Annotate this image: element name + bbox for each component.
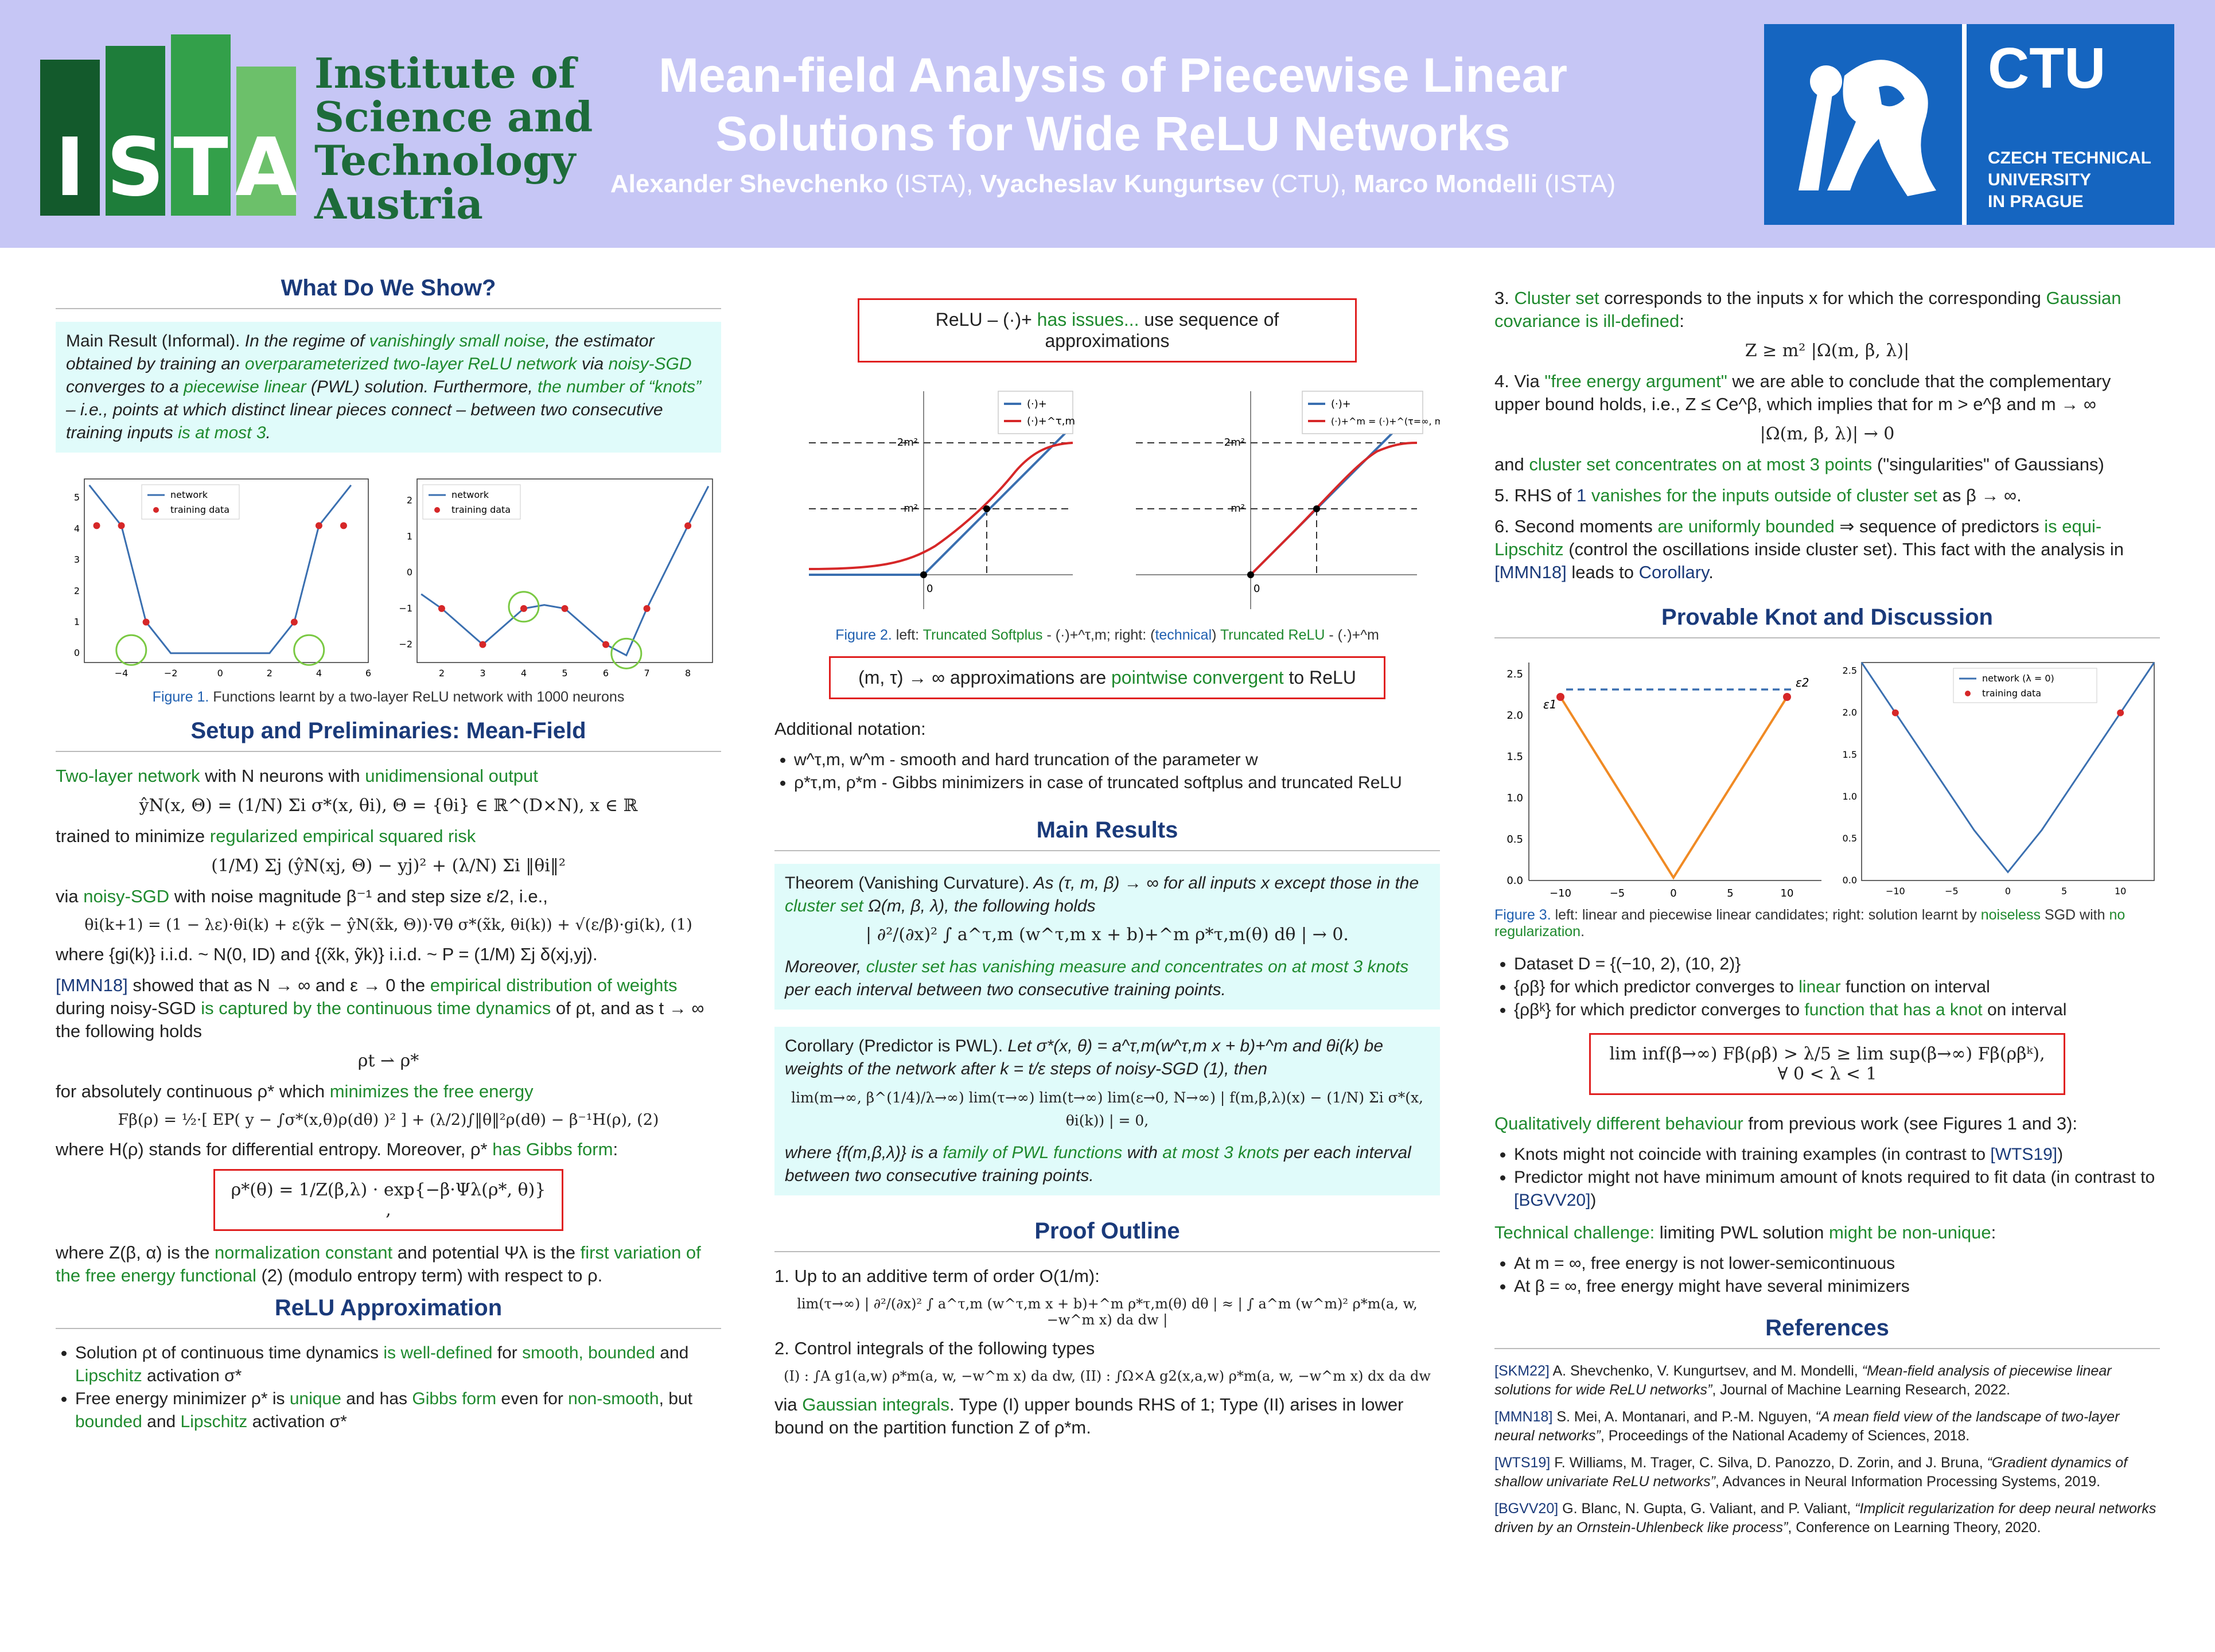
- figure-2-caption: Figure 2. left: Truncated Softplus - (·)+^τ,m; right: (technical) Truncated ReLU - (·)+^m: [835, 627, 1379, 643]
- data-point: [340, 522, 347, 529]
- figure-1-right-chart: [388, 467, 721, 685]
- data-point: [143, 618, 150, 625]
- legend-label: training data: [451, 504, 511, 515]
- section-main-results-title: Main Results: [774, 817, 1440, 851]
- x-tick-label: 7: [644, 668, 650, 679]
- ctu-acronym: CTU: [1988, 36, 2106, 100]
- data-point: [479, 641, 486, 648]
- y-tick-label: 0: [73, 647, 80, 659]
- svg-text:5: 5: [1727, 887, 1734, 899]
- theorem-equation: | ∂²/(∂x)² ∫ a^τ,m (w^τ,m x + b)+^m ρ*τ,m(θ) dθ | → 0.: [866, 925, 1349, 945]
- equation-network: ŷN(x, Θ) = (1/N) Σi σ*(x, θi), Θ = {θi} ∈ ℝ^(D×N), x ∈ ℝ: [139, 796, 638, 816]
- ctu-name: CZECH TECHNICAL UNIVERSITY IN PRAGUE: [1988, 149, 2151, 211]
- list-item: • w^τ,m, w^m - smooth and hard truncation of the parameter w: [794, 749, 1440, 772]
- reference-item: [BGVV20] G. Blanc, N. Gupta, G. Valiant, and P. Valiant, “Implicit regularization for deep neural networks driven by an Ornstein-Uhlenbeck like process”, Conference on Learning Theory, 2020.: [1494, 1501, 2156, 1536]
- svg-text:2m²: 2m²: [1224, 437, 1245, 449]
- list-item: • Knots might not coincide with training examples (in contrast to [WTS19]): [1514, 1143, 2160, 1166]
- data-point: [118, 522, 125, 529]
- poster-title: Mean-field Analysis of Piecewise Linear Solutions for Wide ReLU Networks: [658, 48, 1568, 161]
- legend-swatch-data: [1965, 691, 1971, 696]
- data-point: [644, 605, 651, 612]
- proof-step-5: 5. RHS of 1 vanishes for the inputs outside of cluster set as β → ∞.: [1494, 485, 2022, 505]
- svg-text:10: 10: [1780, 887, 1794, 899]
- proof-equation-1: lim(τ→∞) | ∂²/(∂x)² ∫ a^τ,m (w^τ,m x + b)+^m ρ*τ,m(θ) dθ | ≈ | ∫ a^m (w^m)² ρ*m(a, w, −w^m x) da dw |: [797, 1296, 1418, 1328]
- header: [0, 0, 2215, 248]
- setup-free-energy-text: for absolutely continuous ρ* which minimizes the free energy: [56, 1081, 534, 1101]
- figure-3: [1494, 651, 2160, 903]
- section-what-title: What Do We Show?: [56, 275, 721, 309]
- svg-text:m²: m²: [904, 502, 918, 515]
- x-tick-label: 2: [438, 668, 445, 679]
- list-item: • Solution ρt of continuous time dynamics is well-defined for smooth, bounded and Lipschitz activation σ*: [75, 1342, 721, 1388]
- svg-text:ε1: ε1: [1543, 698, 1557, 711]
- y-tick-label: 1.5: [1842, 749, 1857, 760]
- x-tick-label: −5: [1945, 886, 1959, 897]
- y-tick-label: 1: [73, 616, 80, 628]
- y-tick-label: 2: [406, 494, 412, 506]
- reference-item: [WTS19] F. Williams, M. Trager, C. Silva, D. Panozzo, D. Zorin, and J. Bruna, “Gradient dynamics of shallow univariate ReLU networks”, Advances in Neural Information Processing Systems, 2019.: [1494, 1455, 2128, 1490]
- y-tick-label: −2: [399, 638, 412, 650]
- proof-step-6: 6. Second moments are uniformly bounded ⇒ sequence of predictors is equi-Lipschitz (control the oscillations inside cluster set). This fact with the analysis in [MMN18] leads to Corollary.: [1494, 516, 2124, 582]
- knot-bullets: [1494, 953, 2160, 1022]
- convergence-box: (m, τ) → ∞ approximations are pointwise convergent to ReLU: [829, 656, 1385, 699]
- figure-2-left-panel: [809, 391, 1075, 609]
- data-point: [520, 605, 527, 612]
- svg-text:(·)+^m = (·)+^(τ=∞, m): (·)+^m = (·)+^(τ=∞, m): [1331, 416, 1440, 427]
- x-tick-label: 0: [2004, 886, 2011, 897]
- setup-potential-text: where Z(β, α) is the normalization constant and potential Ψλ is the first variation of the free energy functional (2) (modulo entropy term) with respect to ρ.: [56, 1242, 701, 1285]
- list-item: • At β = ∞, free energy might have several minimizers: [1514, 1275, 2160, 1298]
- x-tick-label: 10: [2114, 886, 2127, 897]
- proof-step-4: 4. Via "free energy argument" we are able to conclude that the complementary upper bound holds, i.e., Z ≤ Ce^β, which implies that for m > e^β and m → ∞: [1494, 371, 2111, 414]
- svg-text:(·)+^τ,m: (·)+^τ,m: [1027, 415, 1076, 427]
- svg-text:(·)+: (·)+: [1331, 398, 1351, 410]
- setup-network-text: Two-layer network with N neurons with unidimensional output: [56, 766, 538, 786]
- x-tick-label: 3: [480, 668, 486, 679]
- equation-sgd: θi(k+1) = (1 − λε)·θi(k) + ε(ỹk − ŷN(x̃k, Θ))·∇θ σ*(x̃k, θi(k)) + √(ε/β)·gi(k), (1): [84, 916, 692, 934]
- figure-3-right-chart: [1833, 651, 2160, 903]
- ctu-lion-icon: [1764, 24, 1959, 225]
- legend-label: training data: [1982, 688, 2042, 699]
- data-point: [316, 522, 322, 529]
- svg-text:0.0: 0.0: [1506, 875, 1523, 887]
- corollary-equation: lim(m→∞, β^(1/4)/λ→∞) lim(τ→∞) lim(t→∞) lim(ε→0, N→∞) | f(m,β,λ)(x) − (1/N) Σi σ*(x, θi(k)) | = 0,: [791, 1089, 1424, 1129]
- equation-risk: (1/M) Σj (ŷN(xj, Θ) − yj)² + (λ/N) Σi ‖θi‖²: [211, 856, 566, 876]
- theorem-box: Theorem (Vanishing Curvature). As (τ, m, β) → ∞ for all inputs x except those in the cluster set Ω(m, β, λ), the following holds | ∂²/(∂x)² ∫ a^τ,m (w^τ,m x + b)+^m ρ*τ,m(θ) dθ | → 0. Moreover, cluster set has vanishing measure and concentrates on at most 3 knots per each interval between two consecutive training points.: [774, 864, 1440, 1010]
- data-point: [94, 522, 100, 529]
- figure-1: [56, 467, 721, 685]
- knot-highlight-circle: [294, 635, 324, 665]
- figure-3-caption: Figure 3. left: linear and piecewise linear candidates; right: solution learnt by noiseless SGD with no regularization.: [1494, 907, 2126, 940]
- legend-label: network: [451, 489, 489, 500]
- svg-text:I: I: [55, 121, 85, 215]
- section-references-title: References: [1494, 1315, 2160, 1349]
- proof-step-3-equation: Z ≥ m² |Ω(m, β, λ)|: [1745, 341, 1910, 361]
- inequality-box: lim inf(β→∞) Fβ(ρβ) > λ/5 ≥ lim sup(β→∞) Fβ(ρβᵏ), ∀ 0 < λ < 1: [1589, 1033, 2065, 1095]
- x-tick-label: 6: [365, 668, 372, 679]
- list-item: • At m = ∞, free energy is not lower-semicontinuous: [1514, 1252, 2160, 1275]
- svg-text:−5: −5: [1609, 887, 1625, 899]
- y-tick-label: 0.5: [1842, 832, 1857, 844]
- y-tick-label: 0: [406, 567, 412, 578]
- x-tick-label: 6: [602, 668, 609, 679]
- x-tick-label: 0: [217, 668, 223, 679]
- data-point: [1892, 710, 1899, 716]
- legend-swatch-data: [434, 507, 440, 513]
- x-tick-label: 2: [266, 668, 273, 679]
- svg-text:0: 0: [927, 583, 933, 595]
- y-tick-label: 2.5: [1842, 665, 1857, 676]
- figure-2-right-panel: [1136, 391, 1440, 609]
- legend-label: network (λ = 0): [1982, 673, 2054, 684]
- section-setup-title: Setup and Preliminaries: Mean-Field: [56, 718, 721, 752]
- data-point: [684, 523, 691, 529]
- setup-gibbs-text: where H(ρ) stands for differential entropy. Moreover, ρ* has Gibbs form:: [56, 1139, 618, 1159]
- list-item: • Predictor might not have minimum amount of knots required to fit data (in contrast to [BGVV20]): [1514, 1166, 2160, 1212]
- y-tick-label: 3: [73, 554, 80, 566]
- technical-bullets: [1494, 1252, 2160, 1298]
- proof-step-1: 1. Up to an additive term of order O(1/m):: [774, 1266, 1100, 1286]
- svg-text:T: T: [173, 121, 228, 215]
- data-point: [562, 605, 569, 612]
- column-middle: [774, 298, 1440, 1447]
- setup-sgd-text: via noisy-SGD with noise magnitude β⁻¹ and step size ε/2, i.e.,: [56, 886, 548, 906]
- svg-text:(·)+: (·)+: [1027, 398, 1047, 410]
- y-tick-label: 1.0: [1842, 790, 1857, 802]
- y-tick-label: 1: [406, 531, 412, 542]
- svg-text:S: S: [106, 121, 165, 215]
- main-result-box: Main Result (Informal). In the regime of vanishingly small noise, the estimator obtained by training an overparameterized two-layer ReLU network via noisy-SGD converges to a piecewise linear (PWL) solution. Furthermore, the number of “knots” – i.e., points at which distinct linear pieces connect – between two consecutive training inputs is at most 3.: [56, 322, 721, 453]
- y-tick-label: 5: [73, 492, 80, 503]
- setup-mmn-text: [MMN18] showed that as N → ∞ and ε → 0 the empirical distribution of weights during noisy-SGD is captured by the continuous time dynamics of ρt, and as t → ∞ the following holds: [56, 975, 704, 1041]
- section-knot-title: Provable Knot and Discussion: [1494, 605, 2160, 638]
- x-tick-label: 8: [684, 668, 691, 679]
- x-tick-label: 5: [562, 668, 568, 679]
- list-item: • ρ*τ,m, ρ*m - Gibbs minimizers in case of truncated softplus and truncated ReLU: [794, 772, 1440, 794]
- references-list: [1494, 1362, 2160, 1537]
- list-item: • {ρβ} for which predictor converges to linear function on interval: [1514, 976, 2160, 999]
- notation-title: Additional notation:: [774, 719, 926, 739]
- relu-issue-box: ReLU – (·)+ has issues... use sequence of approximations: [858, 298, 1357, 363]
- equation-free-energy: Fβ(ρ) = ½·[ EP( y − ∫σ*(x,θ)ρ(dθ) )² ] + (λ/2)∫‖θ‖²ρ(dθ) − β⁻¹H(ρ), (2): [118, 1111, 659, 1129]
- svg-text:2.0: 2.0: [1506, 710, 1523, 722]
- data-point: [2117, 710, 2124, 716]
- list-item: • Free energy minimizer ρ* is unique and has Gibbs form even for non-smooth, but bounded and Lipschitz activation σ*: [75, 1388, 721, 1433]
- legend-label: network: [170, 489, 208, 500]
- notation-list: [774, 749, 1440, 794]
- proof-step-2: 2. Control integrals of the following types: [774, 1338, 1095, 1358]
- ista-name: Institute of Science and Technology Austria: [314, 49, 593, 228]
- legend-label: training data: [170, 504, 230, 515]
- technical-challenge-text: Technical challenge: limiting PWL solution might be non-unique:: [1494, 1222, 1996, 1242]
- svg-text:A: A: [235, 121, 298, 215]
- column-left: [56, 275, 721, 1443]
- ctu-logo: [1764, 24, 2174, 225]
- equation-convergence: ρt ⇀ ρ*: [357, 1051, 419, 1071]
- x-tick-label: −2: [164, 668, 178, 679]
- ctu-separator: [1962, 24, 1967, 225]
- x-tick-label: 4: [316, 668, 322, 679]
- authors: Alexander Shevchenko (ISTA), Vyacheslav Kungurtsev (CTU), Marco Mondelli (ISTA): [610, 170, 1616, 198]
- figure-1-left-chart: [56, 467, 377, 685]
- x-tick-label: 4: [520, 668, 527, 679]
- svg-text:1.5: 1.5: [1506, 751, 1523, 763]
- figure-2-chart: [774, 380, 1440, 621]
- legend-swatch-data: [153, 507, 159, 513]
- y-tick-label: 2: [73, 585, 80, 597]
- section-proof-title: Proof Outline: [774, 1218, 1440, 1252]
- svg-text:0: 0: [1670, 887, 1677, 899]
- svg-text:0.5: 0.5: [1506, 833, 1523, 846]
- svg-text:m²: m²: [1231, 502, 1245, 515]
- y-tick-label: 2.0: [1842, 707, 1857, 718]
- knot-highlight-circle: [116, 635, 146, 665]
- relu-bullets: [56, 1342, 721, 1433]
- proof-step-4-equation: |Ω(m, β, λ)| → 0: [1759, 424, 1895, 444]
- data-point: [291, 618, 298, 625]
- figure-3-left-chart: [1494, 651, 1827, 903]
- column-right: [1494, 287, 2160, 1545]
- svg-text:2.5: 2.5: [1506, 668, 1523, 680]
- svg-text:1.0: 1.0: [1506, 792, 1523, 804]
- setup-noise-text: where {gi(k)} i.i.d. ~ N(0, ID) and {(x̃k, ỹk)} i.i.d. ~ P = (1/M) Σj δ(xj,yj).: [56, 944, 598, 964]
- y-tick-label: −1: [399, 602, 412, 614]
- list-item: • {ρβᵏ} for which predictor converges to function that has a knot on interval: [1514, 999, 2160, 1022]
- svg-text:−10: −10: [1550, 887, 1571, 899]
- figure-1-caption: Figure 1. Functions learnt by a two-layer ReLU network with 1000 neurons: [152, 689, 625, 705]
- data-point: [438, 605, 445, 612]
- svg-text:ε2: ε2: [1796, 676, 1809, 689]
- section-relu-title: ReLU Approximation: [56, 1295, 721, 1329]
- proof-step-3: 3. Cluster set corresponds to the inputs x for which the corresponding Gaussian covariance is ill-defined:: [1494, 288, 2121, 331]
- qualitative-text: Qualitatively different behaviour from previous work (see Figures 1 and 3):: [1494, 1113, 2078, 1133]
- reference-item: [MMN18] S. Mei, A. Montanari, and P.-M. Nguyen, “A mean field view of the landscape of two-layer neural networks”, Proceedings of the National Academy of Sciences, 2018.: [1494, 1409, 2120, 1444]
- proof-step-4-cont: and cluster set concentrates on at most 3 points ("singularities" of Gaussians): [1494, 454, 2104, 474]
- reference-item: [SKM22] A. Shevchenko, V. Kungurtsev, and M. Mondelli, “Mean-field analysis of piecewise linear solutions for wide ReLU networks”, Journal of Machine Learning Research, 2022.: [1494, 1363, 2112, 1398]
- equation-gibbs-box: ρ*(θ) = 1/Z(β,λ) · exp{−β·Ψλ(ρ*, θ)} ,: [213, 1169, 563, 1231]
- y-tick-label: 4: [73, 523, 80, 534]
- data-point: [602, 641, 609, 648]
- corollary-box: Corollary (Predictor is PWL). Let σ*(x, θ) = a^τ,m(w^τ,m x + b)+^m and θi(k) be weights of the network after k = t/ε steps of noisy-SGD (1), then lim(m→∞, β^(1/4)/λ→∞) lim(τ→∞) lim(t→∞) lim(ε→0, N→∞) | f(m,β,λ)(x) − (1/N) Σi σ*(x, θi(k)) | = 0, where {f(m,β,λ)} is a family of PWL functions with at most 3 knots per each interval between two consecutive training points.: [774, 1027, 1440, 1195]
- qualitative-bullets: [1494, 1143, 2160, 1212]
- y-tick-label: 0.0: [1842, 875, 1857, 886]
- svg-text:2m²: 2m²: [897, 437, 918, 449]
- proof-gaussian-text: via Gaussian integrals. Type (I) upper bounds RHS of 1; Type (II) arises in lower bound on the partition function Z of ρ*m.: [774, 1394, 1404, 1437]
- x-tick-label: −4: [114, 668, 129, 679]
- x-tick-label: −10: [1885, 886, 1905, 897]
- list-item: • Dataset D = {(−10, 2), (10, 2)}: [1514, 953, 2160, 976]
- proof-equation-2: (I) : ∫A g1(a,w) ρ*m(a, w, −w^m x) da dw, (II) : ∫Ω×A g2(x,a,w) ρ*m(a, w, −w^m x) dx da dw: [784, 1368, 1431, 1384]
- setup-risk-text: trained to minimize regularized empirical squared risk: [56, 826, 476, 846]
- svg-text:0: 0: [1254, 583, 1260, 595]
- x-tick-label: 5: [2061, 886, 2068, 897]
